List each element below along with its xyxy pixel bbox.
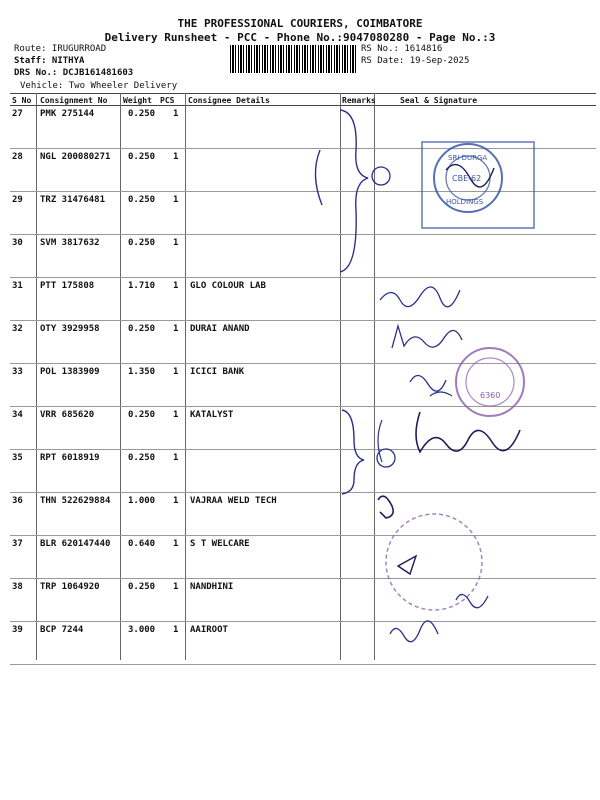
runsheet-subtitle: Delivery Runsheet - PCC - Phone No.:9047080280 - Page No.:3 [104,31,496,44]
row-weight: 0.250 [128,152,156,162]
row-pcs: 1 [173,281,179,291]
row-consignment-no: POL 1383909 [40,367,100,377]
row-sno: 39 [12,625,23,635]
route-label: Route: IRUGURROAD [14,44,107,54]
row-consignment-no: OTY 3929958 [40,324,100,334]
handwritten-phone: 753002373 [498,596,561,609]
row-pcs: 1 [173,582,179,592]
handwritten-ditto: do [238,235,263,259]
rs-number: RS No.: 1614816 [361,44,443,54]
col-consignment: Consignment No [40,96,108,105]
handwritten-ditto: do [232,161,257,185]
row-weight: 0.250 [128,410,156,420]
row-pcs: 1 [173,238,179,248]
row-consignee: DURAI ANAND [190,324,250,334]
brace-mark [340,110,368,272]
row-consignment-no: NGL 200080271 [40,152,111,162]
row-sno: 38 [12,582,23,592]
col-remarks: Remarks [342,96,376,105]
row-sno: 33 [12,367,23,377]
row-sno: 32 [12,324,23,334]
row-consignment-no: PMK 275144 [40,109,95,119]
brace-mark [315,150,322,205]
row-pcs: 1 [173,539,179,549]
row-weight: 0.250 [128,324,156,334]
row-pcs: 1 [173,367,179,377]
signature [456,594,488,607]
row-sno: 31 [12,281,23,291]
row-consignee: NANDHINI [190,582,234,592]
row-sno: 28 [12,152,23,162]
handwritten-ditto: do [222,455,247,479]
row-consignee: KATALYST [190,410,234,420]
seal-stamp [386,514,482,610]
row-weight: 1.710 [128,281,156,291]
row-weight: 1.000 [128,496,156,506]
row-sno: 27 [12,109,23,119]
brace-mark [378,420,382,462]
col-seal: Seal & Signature [400,96,478,105]
signature [410,375,452,396]
row-consignment-no: THN 522629884 [40,496,111,506]
row-pcs: 1 [173,625,179,635]
row-consignee: ICICI BANK [190,367,245,377]
brace-mark [342,410,364,494]
row-consignment-no: TRP 1064920 [40,582,100,592]
row-pcs: 1 [173,152,179,162]
row-pcs: 1 [173,496,179,506]
row-weight: 3.000 [128,625,156,635]
handwritten-phone: 35 [556,302,576,320]
row-sno: 29 [12,195,23,205]
signature [392,326,462,348]
row-consignment-no: PTT 175808 [40,281,95,291]
row-weight: 0.250 [128,238,156,248]
row-consignee: VAJRAA WELD TECH [190,496,277,506]
row-weight: 1.350 [128,367,156,377]
col-weight: Weight [123,96,152,105]
row-weight: 0.250 [128,453,156,463]
row-consignment-no: RPT 6018919 [40,453,100,463]
handwritten-phone: 7010057777 [408,642,504,660]
signature [398,556,416,574]
bank-stamp-code: 6360 [480,391,501,400]
row-consignment-no: BLR 620147440 [40,539,111,549]
durga-stamp-bottom: HOLDINGS [446,198,484,206]
row-pcs: 1 [173,453,179,463]
col-sno: S No [12,96,32,105]
drs-number: DRS No.: DCJB161481603 [14,68,134,78]
durga-stamp-top: SRI DURGA [448,154,488,162]
handwritten-name: Durgaa [200,123,264,143]
row-pcs: 1 [173,195,179,205]
row-weight: 0.640 [128,539,156,549]
row-pcs: 1 [173,324,179,334]
row-consignment-no: BCP 7244 [40,625,84,635]
vehicle-label: Vehicle: Two Wheeler Delivery [20,81,178,91]
durga-stamp-code: CBE-62 [452,174,482,183]
row-weight: 0.250 [128,582,156,592]
col-consignee: Consignee Details [188,96,270,105]
row-consignment-no: VRR 685620 [40,410,95,420]
row-pcs: 1 [173,109,179,119]
row-weight: 0.250 [128,109,156,119]
row-sno: 36 [12,496,23,506]
signature [390,621,438,642]
count-circle [372,167,390,185]
signature [378,496,393,518]
row-sno: 37 [12,539,23,549]
handwritten-phone: 9994294929 [392,514,482,530]
row-consignment-no: TRZ 31476481 [40,195,106,205]
count-circle [377,449,395,467]
row-consignee: GLO COLOUR LAB [190,281,266,291]
row-consignment-no: SVM 3817632 [40,238,100,248]
row-consignee: S T WELCARE [190,539,250,549]
signature [380,287,460,307]
rs-date: RS Date: 19-Sep-2025 [361,56,470,66]
handwritten-phone: 997158626 [484,457,559,472]
handwritten-phone: 93849-350 [486,285,568,303]
signature [416,412,520,452]
row-sno: 30 [12,238,23,248]
row-weight: 0.250 [128,195,156,205]
handwritten-ditto: do [236,201,261,225]
row-sno: 35 [12,453,23,463]
row-sno: 34 [12,410,23,420]
row-pcs: 1 [173,410,179,420]
row-consignee: AAIROOT [190,625,228,635]
staff-label: Staff: NITHYA [14,56,85,66]
handwritten-phone: 9994293704 [476,337,559,352]
company-title: THE PROFESSIONAL COURIERS, COIMBATORE [177,17,423,30]
col-pcs: PCS [160,96,175,105]
